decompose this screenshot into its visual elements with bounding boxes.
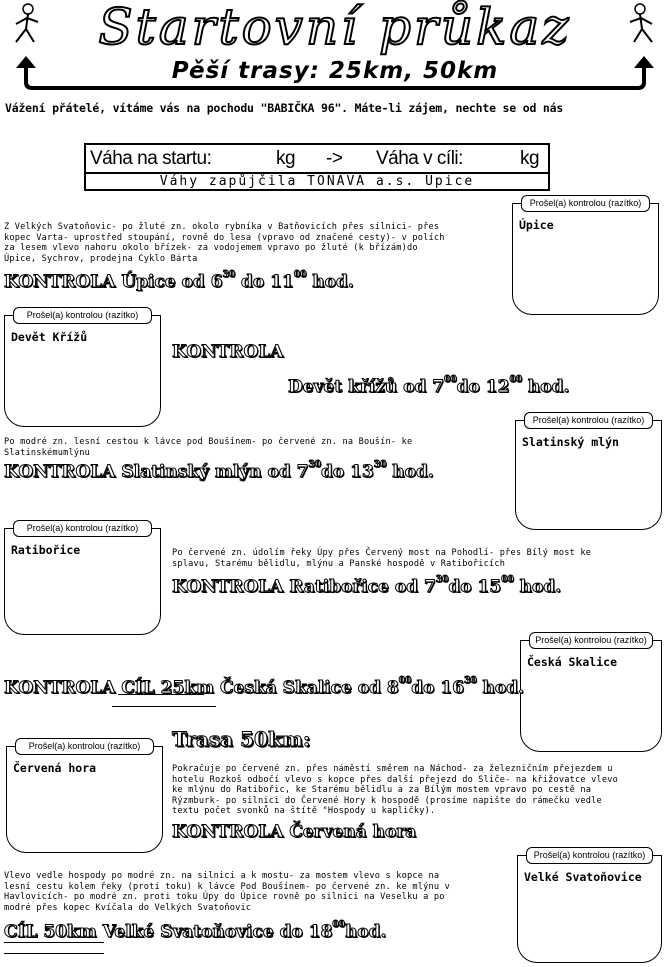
stamp-box-slatinsky-mlyn (515, 415, 662, 530)
stamp-header: Prošel(a) kontrolou (razítko) (524, 412, 653, 429)
stamp-box-ratiborice (4, 523, 161, 635)
control-label: KONTROLA (172, 342, 284, 362)
stamp-place: Velké Svatoňovice (524, 870, 642, 884)
route-text-final: Vlevo vedle hospody po modré zn. na silnici a k mostu- za mostem vlevo s kopce na lesní cestu kolem řeky (proti toku) k lávce Pod Boušínem- po červené zn. ke mlýnu v Havlovicích- po modré zn. proti toku Úpy do Úpice rovně po silnici na Veselku a po modré přes kopec Kvíčala do Velkých Svatoňovic (4, 871, 451, 913)
greeting-text: Vážení přátelé, vítáme vás na pochodu "BABIČKA 96". Máte-li zájem, nechte se od nás (5, 101, 564, 115)
walker-right-icon (622, 2, 662, 48)
stamp-box-upice (512, 198, 659, 315)
control-ratiborice: KONTROLA Ratibořice od $7^{30}do$ $15^{00}$ hod. (172, 575, 562, 597)
stamp-box-devet-krizu (4, 310, 161, 427)
stamp-header: Prošel(a) kontrolou (razítko) (13, 307, 152, 324)
underline (118, 694, 204, 695)
route-text-ratiborice: Po červené zn. údolím řeky Úpy přes Červený most na Pohodlí- přes Bílý most ke splavu, Starému bělidlu, mlýnu a Panské hospodě v Ratibořicích (172, 548, 592, 569)
stamp-place: Ratibořice (11, 543, 81, 557)
weight-note: Váhy zapůjčila TONAVA a.s. Úpice (159, 174, 475, 189)
control-ceska-skalice: KONTROLA CÍL 25km Česká Skalice od $8^{00}do$ $16^{30}$ hod. (4, 676, 525, 698)
route-text-cervena-hora: Pokračuje po červené zn. přes náměstí směrem na Náchod- za železničním přejezdem u hotelu Rozkoš odbočí vlevo s kopce přes další přejezd do Sliče- na křižovatce vlevo ke mlýnu do Ratibořic, ke Starému bělidlu a za Bílým mostem vpravo po cestě na Rýzmburk- po silnici do Červené Hory k hospodě (prosíme napište do rámečku vedle textu počet svonků na štítě "Hospody u kapličky). (172, 764, 619, 816)
control-upice: KONTROLA Úpice od $6^{30}$ do $11^{00}$ hod. (4, 270, 354, 292)
control-final: CÍL 50km Velké Svatoňovice do $18^{00}hod$. (4, 920, 387, 942)
subtitle: Pěší trasy: 25km, 50km (171, 58, 499, 84)
walker-left-icon (6, 2, 46, 48)
page-title: Startovní průkaz (98, 0, 572, 56)
stamp-place: Slatinský mlýn (522, 435, 619, 449)
start-weight-label: Váha na startu: (90, 148, 212, 169)
control-slatinsky-mlyn: KONTROLA Slatinský mlýn od $7^{30}do$ $13^{30}$ hod. (4, 460, 434, 482)
control-devet-krizu: Devět křížů od $7^{00}do$ $12^{00}$ hod. (288, 375, 570, 397)
underline (4, 953, 104, 954)
stamp-box-ceska-skalice (520, 635, 662, 752)
kg-unit: kg (520, 148, 540, 169)
stamp-header: Prošel(a) kontrolou (razítko) (13, 520, 152, 537)
section-heading-50km: Trasa 50km: (172, 727, 311, 751)
route-text-upice: Z Velkých Svatoňovic- po žluté zn. okolo rybníka v Batňovicích přes silnici- přes kopec Varta- uprostřed stoupání, rovně do lesa (vpravo od značené cesty)- v polích za lesem vlevo nahoru okolo břízek- za vodojemem vpravo po žluté (k břízám)do Úpice, Sychrov, prodejna Cyklo Bárta (4, 222, 445, 264)
stamp-header: Prošel(a) kontrolou (razítko) (521, 195, 650, 212)
weight-box (84, 143, 550, 191)
finish-weight-label: Váha v cíli: (376, 148, 463, 169)
underline (112, 706, 216, 707)
stamp-header: Prošel(a) kontrolou (razítko) (526, 847, 653, 864)
route-text-slatinsky: Po modré zn. lesní cestou k lávce pod Boušínem- po červené zn. na Boušín- ke Slatinskémumlýnu (4, 437, 413, 458)
stamp-place: Červená hora (13, 761, 97, 775)
weight-row (86, 145, 548, 174)
stamp-box-velke-svatonovice (517, 850, 662, 963)
stamp-header: Prošel(a) kontrolou (razítko) (529, 632, 653, 649)
stamp-place: Česká Skalice (527, 655, 618, 669)
underline (4, 942, 104, 943)
stamp-place: Devět Křížů (11, 330, 88, 344)
kg-unit: kg (276, 148, 296, 169)
control-cervena-hora: KONTROLA Červená hora (172, 822, 417, 842)
arrow-text: -> (326, 148, 343, 169)
stamp-box-cervena-hora (6, 741, 163, 853)
stamp-place: Úpice (519, 218, 554, 232)
stamp-header: Prošel(a) kontrolou (razítko) (15, 738, 154, 755)
